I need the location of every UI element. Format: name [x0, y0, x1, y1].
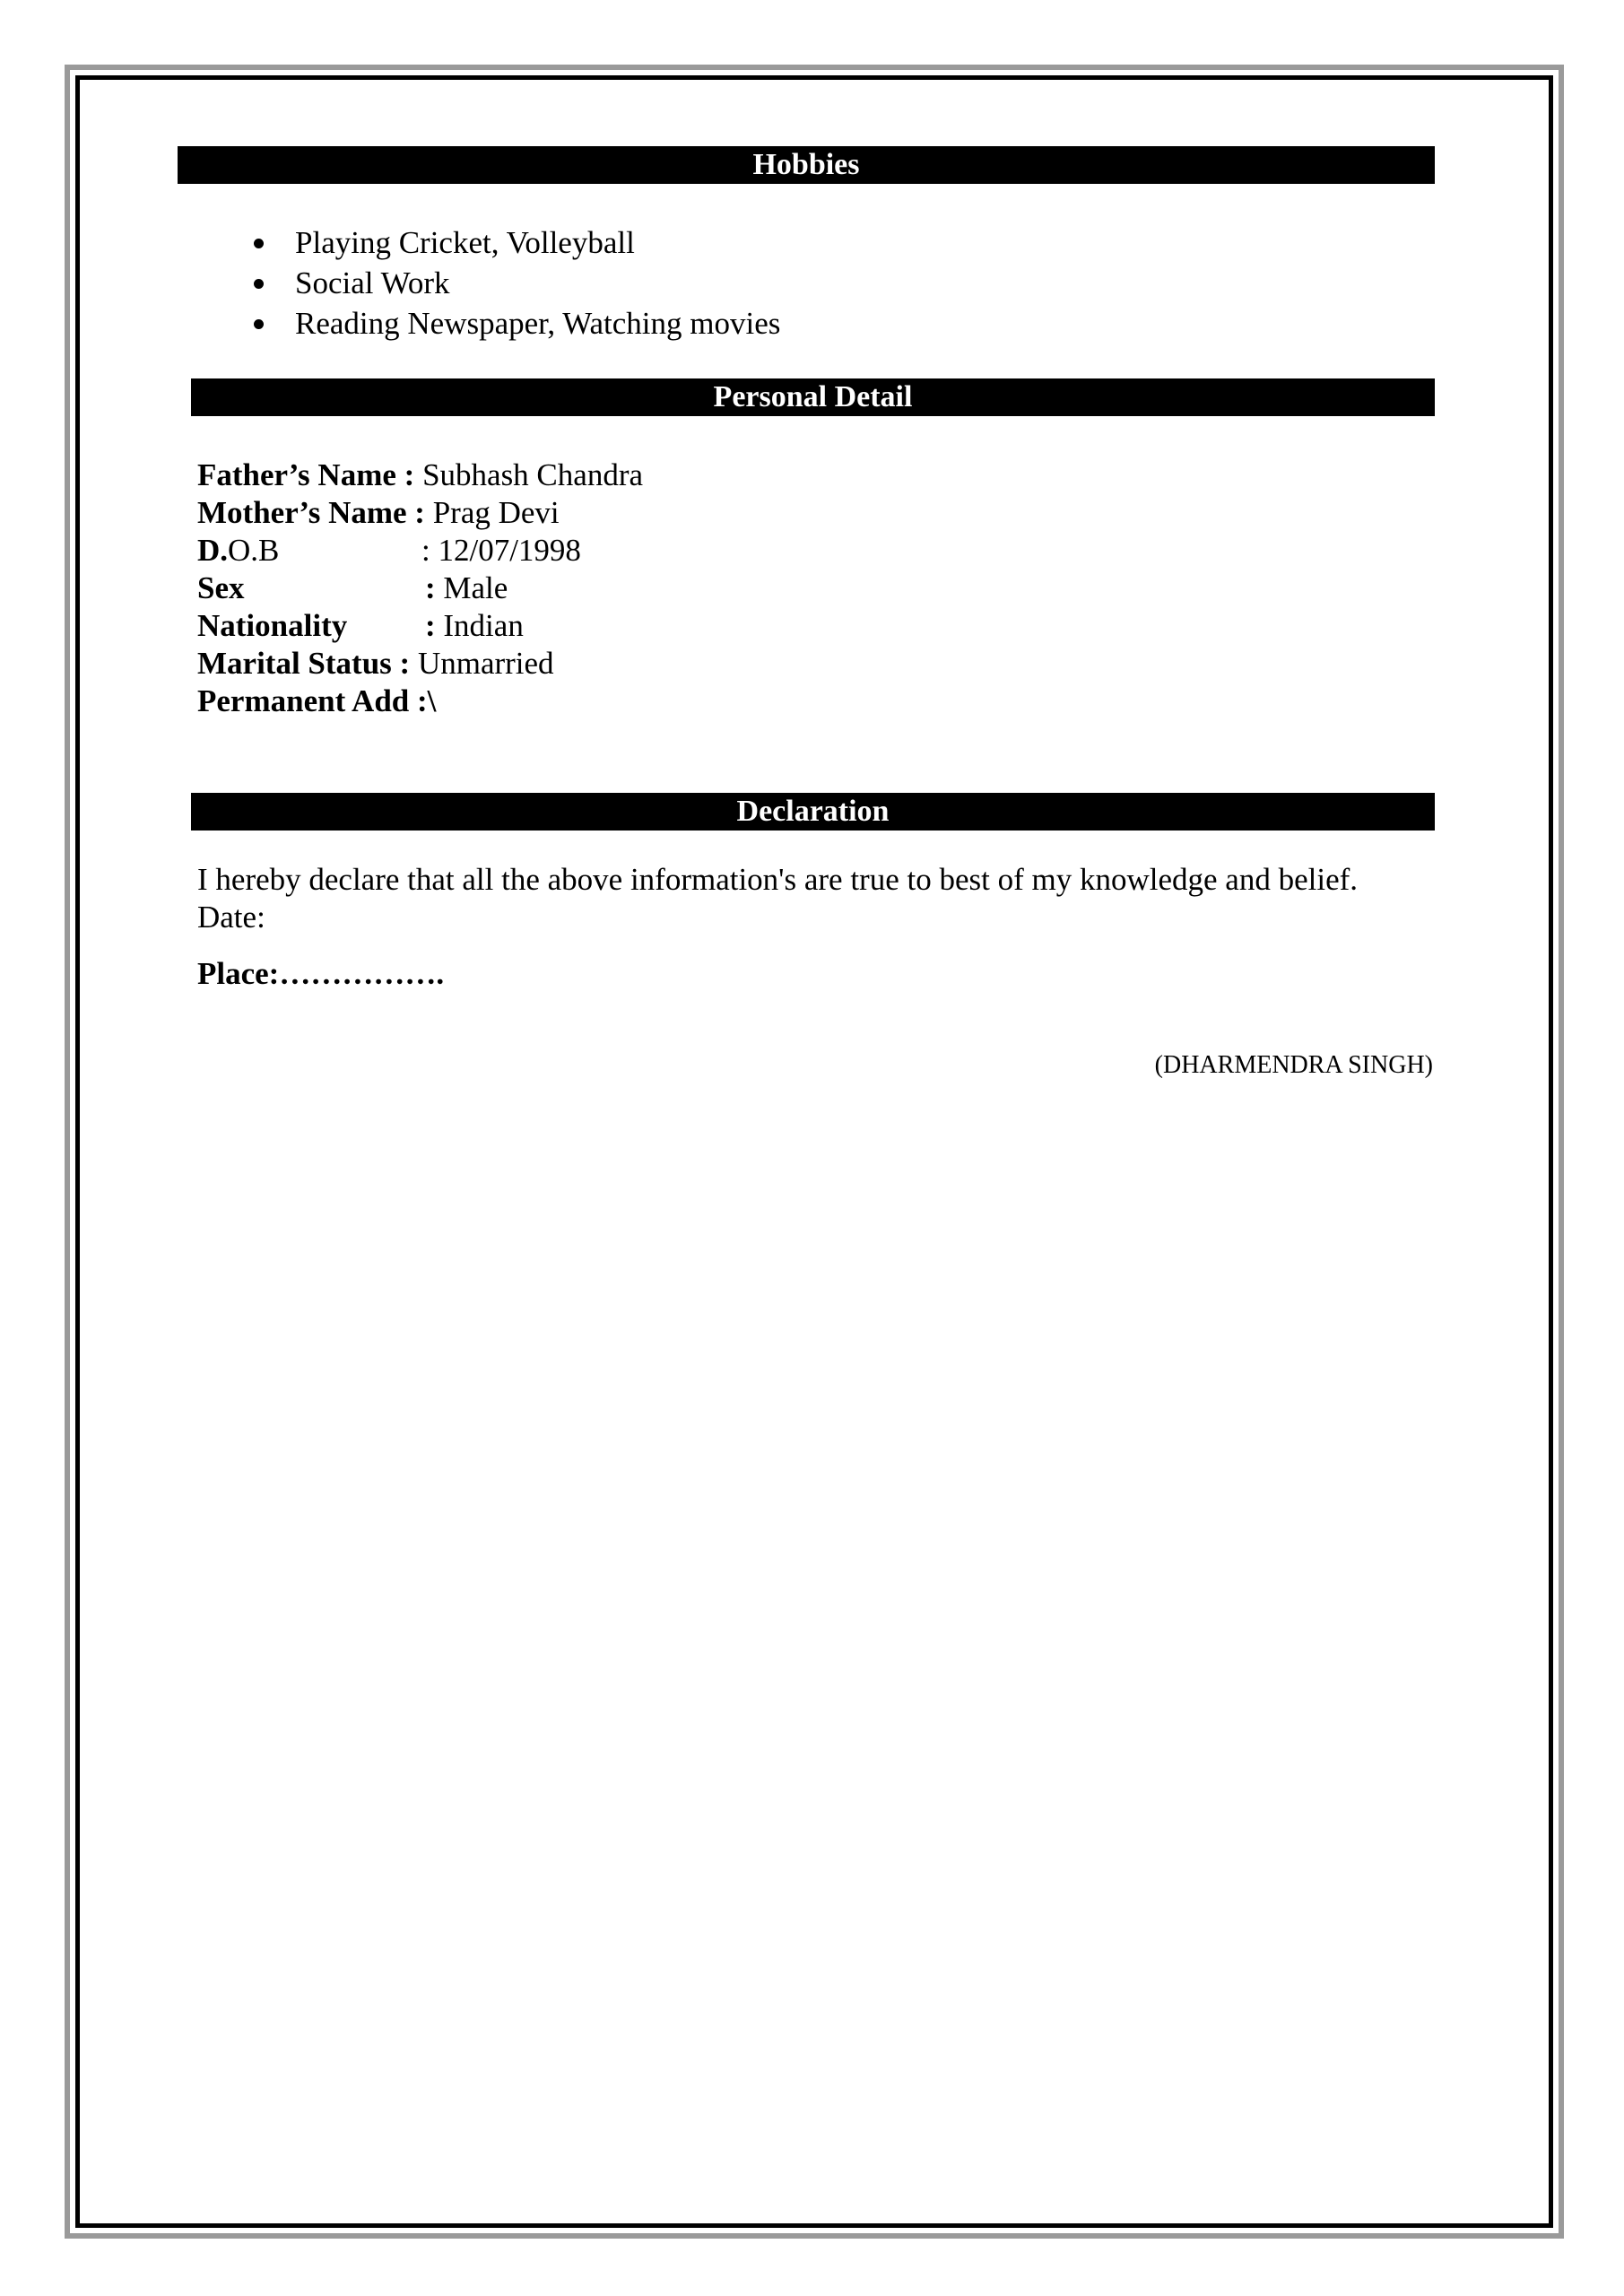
list-item: Playing Cricket, Volleyball [247, 222, 780, 263]
permanent-address-row [197, 683, 436, 720]
sex-value: Male [435, 570, 508, 605]
permanent-address-label: Permanent Add : [197, 683, 428, 718]
signature-name: (DHARMENDRA SINGH) [1154, 1051, 1433, 1079]
fathers-name-row [197, 457, 643, 494]
dob-row [197, 532, 279, 570]
list-item: Social Work [247, 263, 780, 303]
nationality-colon: : [425, 608, 436, 643]
dob-value: : 12/07/1998 [421, 533, 581, 568]
declaration-statement: I hereby declare that all the above information's are true to best of my knowledge and belief. [197, 862, 1359, 897]
mothers-name-row [197, 494, 560, 532]
dob-label-bold: D. [197, 533, 229, 568]
sex-label: Sex [197, 570, 245, 605]
mothers-name-value: Prag Devi [424, 495, 560, 530]
date-label: Date: [197, 900, 265, 935]
list-item: Reading Newspaper, Watching movies [247, 303, 780, 344]
nationality-row [197, 607, 347, 645]
dob-label-rest: O.B [228, 533, 280, 568]
nationality-value: Indian [435, 608, 524, 643]
place-label: Place:……………. [197, 956, 445, 991]
sex-colon: : [425, 570, 436, 605]
hobbies-heading: Hobbies [178, 146, 1435, 184]
sex-row [197, 570, 245, 607]
marital-status-row [197, 645, 554, 683]
personal-detail-heading: Personal Detail [191, 378, 1435, 416]
marital-status-label: Marital Status : [197, 646, 411, 681]
marital-status-value: Unmarried [410, 646, 554, 681]
declaration-heading: Declaration [191, 793, 1435, 831]
sex-value-row [425, 570, 508, 607]
mothers-name-label: Mother’s Name : [197, 495, 425, 530]
nationality-value-row [425, 607, 524, 645]
declaration-text-block [197, 861, 1358, 936]
hobbies-list [247, 222, 780, 344]
nationality-label: Nationality [197, 608, 348, 643]
permanent-address-value: \ [427, 683, 437, 718]
fathers-name-label: Father’s Name : [197, 457, 415, 492]
fathers-name-value: Subhash Chandra [414, 457, 644, 492]
